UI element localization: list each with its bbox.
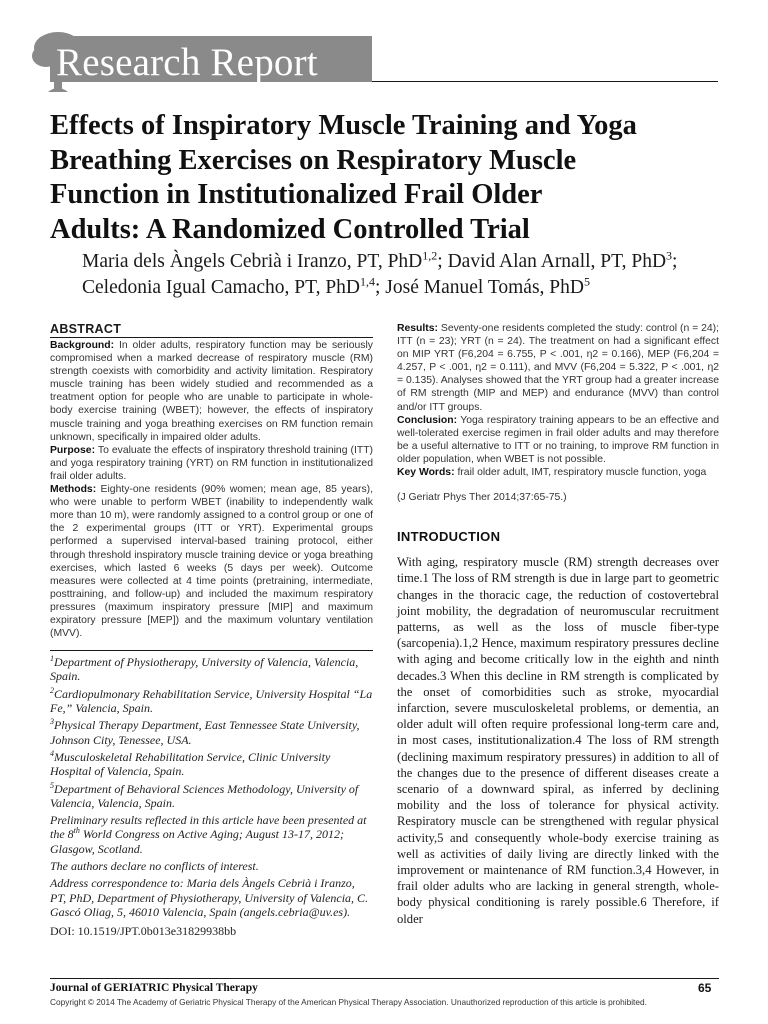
author-line: Maria dels Àngels Cebrià i Iranzo, PT, PhD$^{1,2}$; David Alan Arnall, PT, PhD$^3$;: [82, 248, 678, 272]
author-line: Celedonia Igual Camacho, PT, PhD$^{1,4}$; José Manuel Tomás, PhD$^5$: [82, 274, 590, 298]
abstract-methods: Methods: Eighty-one residents (90% women; mean age, 85 years), who were unable to perform WBET (inability to independently walk more than 10 m), were randomly assigned to a control group or one of the 2 experimental groups (ITT or YRT). Experimental groups performed a supervised interval-based training protocol, either through threshold inspiratory muscle training device or yoga breathing exercises, which lasted 6 weeks (5 days per week). Outcome measures were collected at 4 time points (pretraining, intermediate, posttraining, and follow-up) and included the maximum respiratory pressures (maximum inspiratory pressure [MIP] and maximum expiratory pressure [MEP]) and the maximum voluntary ventilation (MVV).: [50, 484, 373, 640]
abstract-heading: ABSTRACT: [50, 322, 373, 338]
journal-citation: (J Geriatr Phys Ther 2014;37:65-75.): [397, 492, 567, 504]
title-line: Effects of Inspiratory Muscle Training and Yoga: [50, 110, 637, 141]
header-rule: [372, 81, 718, 82]
author-affiliation: 3: [666, 248, 673, 263]
right-column: [397, 322, 719, 927]
footer-rule: [50, 978, 719, 979]
author-name: Maria dels Àngels Cebrià i Iranzo, PT, PhD: [82, 251, 423, 272]
footnote-item: $^4$Musculoskeletal Rehabilitation Service, Clinic University Hospital of Valencia, Spain.: [50, 748, 331, 779]
title-line: Function in Institutionalized Frail Older: [50, 179, 543, 210]
article-title: [50, 109, 730, 247]
abstract-keywords: Key Words: frail older adult, IMT, respiratory muscle function, yoga: [397, 467, 707, 479]
author-affiliation: 1,4: [360, 274, 375, 289]
author-affiliation: 5: [583, 274, 590, 289]
doi: DOI: 10.1519/JPT.0b013e31829938bb: [50, 924, 237, 939]
copyright-notice: Copyright © 2014 The Academy of Geriatric Physical Therapy of the American Physical Therapy Association. Unauthorized reproduction of this article is prohibited.: [50, 997, 647, 1007]
author-list: [82, 249, 722, 301]
introduction-text: With aging, respiratory muscle (RM) strength decreases over time.1 The loss of RM strength is due in large part to geometric changes in the thoracic cage, the reduction of costovertebral joint mobility, the degradation of neuromuscular recruitment patterns, as well as the loss of muscle fiber-type (sarcopenia).1,2 Hence, maximum respiratory pressures decline with aging and become critically low in the eighth and ninth decades.3 When this decline in RM strength is complicated by the onset of comorbidities such as stroke, myocardial infarction, severe musculoskeletal problems, or dementia, an older adult will often require professional long-term care and, in most cases, institutionalization.4 The loss of RM strength (declining maximum respiratory pressures) in addition to all of the changes due to the presence of different diseases create a scenario of a downward spiral, as inferred by declining mobility and the loss of tolerance for physical activity. Respiratory muscle can be strengthened with regular physical activity,5 and consequently whole-body exercise training as well as activities of daily living are directly linked with the improvement or maintenance of RM function.3,4 However, in frail older adults who are lacking in general strength, whole-body physical conditioning is rarely possible.6 Therefore, if older: [397, 555, 719, 926]
section-banner-label: Research Report: [56, 41, 318, 84]
footnote-item: $^3$Physical Therapy Department, East Tennessee State University, Johnson City, Tenessee, USA.: [50, 717, 360, 747]
conflicts-note: The authors declare no conflicts of interest.: [50, 859, 259, 874]
footnote-item: $^2$Cardiopulmonary Rehabilitation Service, University Hospital “La Fe,” Valencia, Spain.: [50, 685, 373, 716]
page-number: 65: [698, 981, 712, 995]
introduction-heading: INTRODUCTION: [397, 529, 501, 545]
footnote-item: $^1$Department of Physiotherapy, University of Valencia, Valencia, Spain.: [50, 654, 359, 684]
abstract-results: Results: Seventy-one residents completed the study: control (n = 24); ITT (n = 23); YRT (n = 24). The treatment on had a significant effect on MIP YRT (F6,204 = 6.755, P < .001, η2 = 0.166), MEP (F6,204 = 4.257, P < .001, η2 = 0.111), and MVV (F6,204 = 5.322, P < .001, η2 = 0.135). Analyses showed that the YRT group had a greater increase of RM strength (MIP and MEP) and endurance (MVV) than control and/or ITT groups.: [397, 323, 719, 413]
left-column: [50, 322, 373, 939]
abstract-background: Background: In older adults, respiratory function may be seriously compromised when a marked decrease of respiratory muscle (RM) strength coexists with comorbidity and activity limitation. Respiratory muscle training has been widely studied and recommended as a treatment option for people who are unable to participate in whole-body exercise training (WBET); however, the effects of inspiratory muscle training and yoga breathing exercises on RM function remain unknown, specifically in impaired older adults.: [50, 340, 373, 443]
preliminary-results-note: Preliminary results reflected in this article have been presented at the 8th World Congress on Active Aging; August 13-17, 2012; Glasgow, Scotland.: [50, 813, 367, 856]
abstract-conclusion: Conclusion: Yoga respiratory training appears to be an effective and well-tolerated exercise regimen in frail older adults and may therefore be a useful alternative to ITT or no training, to improve RM function in older population, when WBET is not possible.: [397, 414, 719, 465]
author-name: Celedonia Igual Camacho, PT, PhD: [82, 277, 360, 298]
correspondence-note: Address correspondence to: Maria dels Àngels Cebrià i Iranzo, PT, PhD, Department of Physiotherapy, University of Valencia, C. Gascó Oliag, 5, 46010 Valencia, Spain (angels.cebria@uv.es).: [50, 876, 369, 919]
author-name: José Manuel Tomás, PhD: [385, 277, 584, 298]
author-name: David Alan Arnall, PT, PhD: [447, 251, 667, 272]
title-line: Adults: A Randomized Controlled Trial: [50, 213, 530, 245]
abstract-purpose: Purpose: To evaluate the effects of inspiratory threshold training (ITT) and yoga respiratory training (YRT) on RM function in institutionalized frail older adults.: [50, 444, 373, 482]
journal-name: Journal of GERIATRIC Physical Therapy: [50, 982, 258, 994]
author-affiliation: 1,2: [422, 248, 438, 263]
title-line: Breathing Exercises on Respiratory Muscle: [50, 144, 577, 176]
affiliation-footnotes: [50, 650, 373, 938]
footnote-item: $^5$Department of Behavioral Sciences Methodology, University of Valencia, Valencia, Spain.: [50, 780, 359, 810]
